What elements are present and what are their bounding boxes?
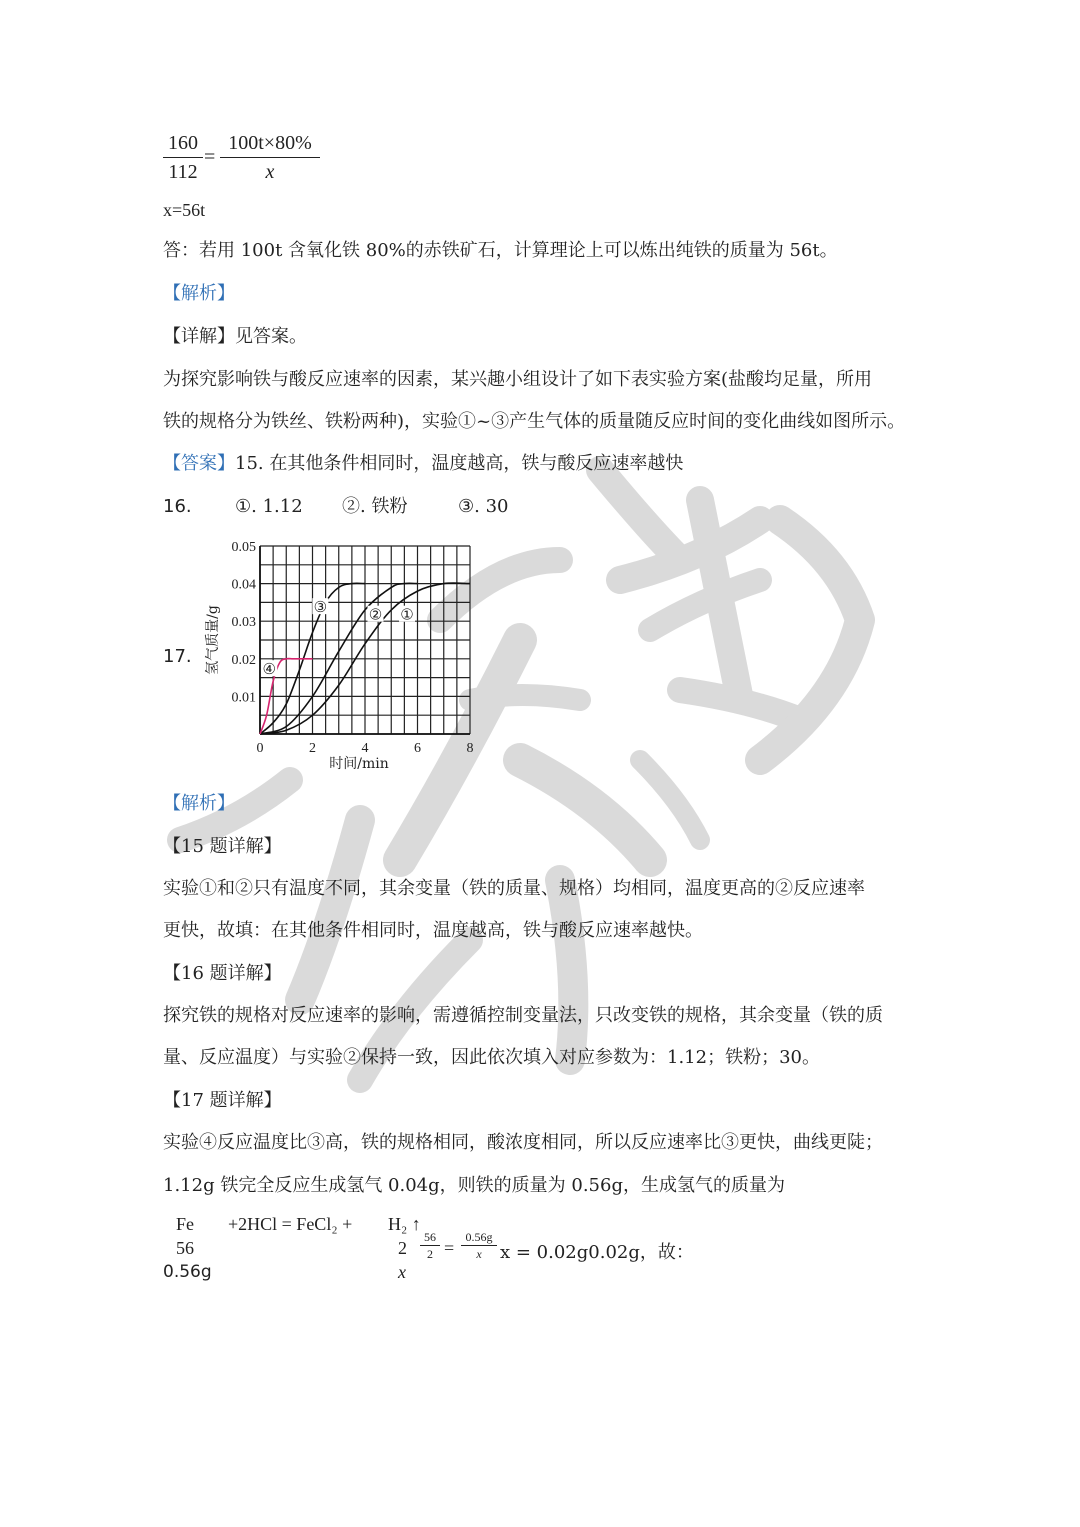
formula-left-fraction (163, 131, 203, 184)
eq-h2: H₂ ↑ (388, 1214, 421, 1234)
eq-fraction-right (461, 1230, 497, 1261)
y-tick-label: 0.05 (231, 540, 256, 555)
eq-fraction-right-den: x (476, 1247, 482, 1261)
q16-answer-1: ①. 1.12 (235, 496, 303, 517)
y-tick-label: 0.01 (231, 690, 256, 706)
eq-tail: x = 0.02g0.02g，故： (500, 1242, 694, 1263)
q15-detail-heading: 【15 题详解】 (163, 836, 282, 857)
eq-mass-56: 56 (176, 1238, 194, 1258)
y-tick-label: 0.04 (231, 577, 256, 593)
y-tick-label: 0.02 (231, 652, 256, 668)
eq-fe: Fe (176, 1214, 194, 1234)
hydrogen-mass-chart (190, 532, 490, 777)
eq-mass-0-56g: 0.56g (163, 1262, 212, 1282)
result-line: x=56t (163, 200, 206, 220)
curve-label: ④ (262, 660, 276, 679)
y-tick-label: 0.03 (231, 615, 256, 631)
jiexi-heading-1: 【解析】 (163, 283, 235, 304)
formula-left-denominator: 112 (168, 161, 198, 183)
chart-grid (260, 546, 470, 734)
x-axis-title: 时间/min (329, 756, 389, 772)
intro-paragraph-line-2: 铁的规格分为铁丝、铁粉两种)，实验①~③产生气体的质量随反应时间的变化曲线如图所示。 (163, 411, 906, 432)
q17-detail-line-2: 1.12g 铁完全反应生成氢气 0.04g，则铁的质量为 0.56g，生成氢气的质量为 (163, 1175, 785, 1196)
eq-fraction-equals: = (444, 1238, 455, 1258)
x-tick-label: 6 (414, 741, 421, 756)
x-tick-label: 0 (256, 741, 264, 756)
q15-detail-line-1: 实验①和②只有温度不同，其余变量（铁的质量、规格）均相同，温度更高的②反应速率 (163, 878, 865, 899)
q16-answer-3: ③. 30 (458, 496, 509, 517)
q16-detail-line-1: 探究铁的规格对反应速率的影响，需遵循控制变量法，只改变铁的规格，其余变量（铁的质 (163, 1005, 883, 1026)
curve-label: ② (368, 605, 383, 624)
eq-fraction-left-den: 2 (427, 1247, 433, 1261)
x-tick-label: 4 (361, 741, 369, 756)
jiexi-heading-2: 【解析】 (163, 793, 235, 814)
formula-right-numerator: 100t×80% (220, 131, 320, 158)
x-tick-label: 2 (309, 741, 316, 756)
y-axis-title: 氢气质量/g (205, 605, 221, 675)
eq-fraction-left (420, 1230, 440, 1261)
q15-detail-line-2: 更快，故填：在其他条件相同时，温度越高，铁与酸反应速率越快。 (163, 920, 703, 941)
answer-line: 答：若用 100t 含氧化铁 80%的赤铁矿石，计算理论上可以炼出纯铁的质量为 56t。 (163, 240, 838, 261)
answer-tag: 【答案】 (163, 453, 235, 474)
formula-right-denominator: x (265, 161, 275, 183)
q16-answer-2: ②. 铁粉 (342, 496, 408, 517)
q16-detail-line-2: 量、反应温度）与实验②保持一致，因此依次填入对应参数为：1.12；铁粉；30。 (163, 1047, 820, 1068)
eq-mass-2: 2 (398, 1238, 407, 1258)
xiangjie-heading-1: 【详解】见答案。 (163, 326, 307, 347)
formula-equals: = (204, 146, 216, 168)
q17-detail-heading: 【17 题详解】 (163, 1090, 282, 1111)
curve-label: ① (400, 605, 414, 624)
q16-detail-heading: 【16 题详解】 (163, 963, 282, 984)
eq-fraction-right-num: 0.56g (461, 1230, 497, 1246)
eq-mass-x: x (398, 1262, 406, 1282)
formula-left-numerator: 160 (163, 131, 203, 158)
eq-fraction-left-num: 56 (420, 1230, 440, 1246)
x-tick-label: 8 (466, 741, 474, 756)
answer-15-row (163, 452, 683, 476)
q16-number: 16. (163, 496, 192, 517)
q17-detail-line-1: 实验④反应温度比③高，铁的规格相同，酸浓度相同，所以反应速率比③更快，曲线更陡； (163, 1132, 883, 1153)
formula-right-fraction (220, 131, 320, 184)
q17-number: 17. (163, 646, 192, 667)
answer-15-text: 15. 在其他条件相同时，温度越高，铁与酸反应速率越快 (235, 453, 684, 474)
eq-reaction: +2HCl = FeCl₂ + (228, 1214, 353, 1234)
curve-label: ③ (313, 598, 328, 617)
intro-paragraph-line-1: 为探究影响铁与酸反应速率的因素，某兴趣小组设计了如下表实验方案(盐酸均足量，所用 (163, 369, 873, 390)
